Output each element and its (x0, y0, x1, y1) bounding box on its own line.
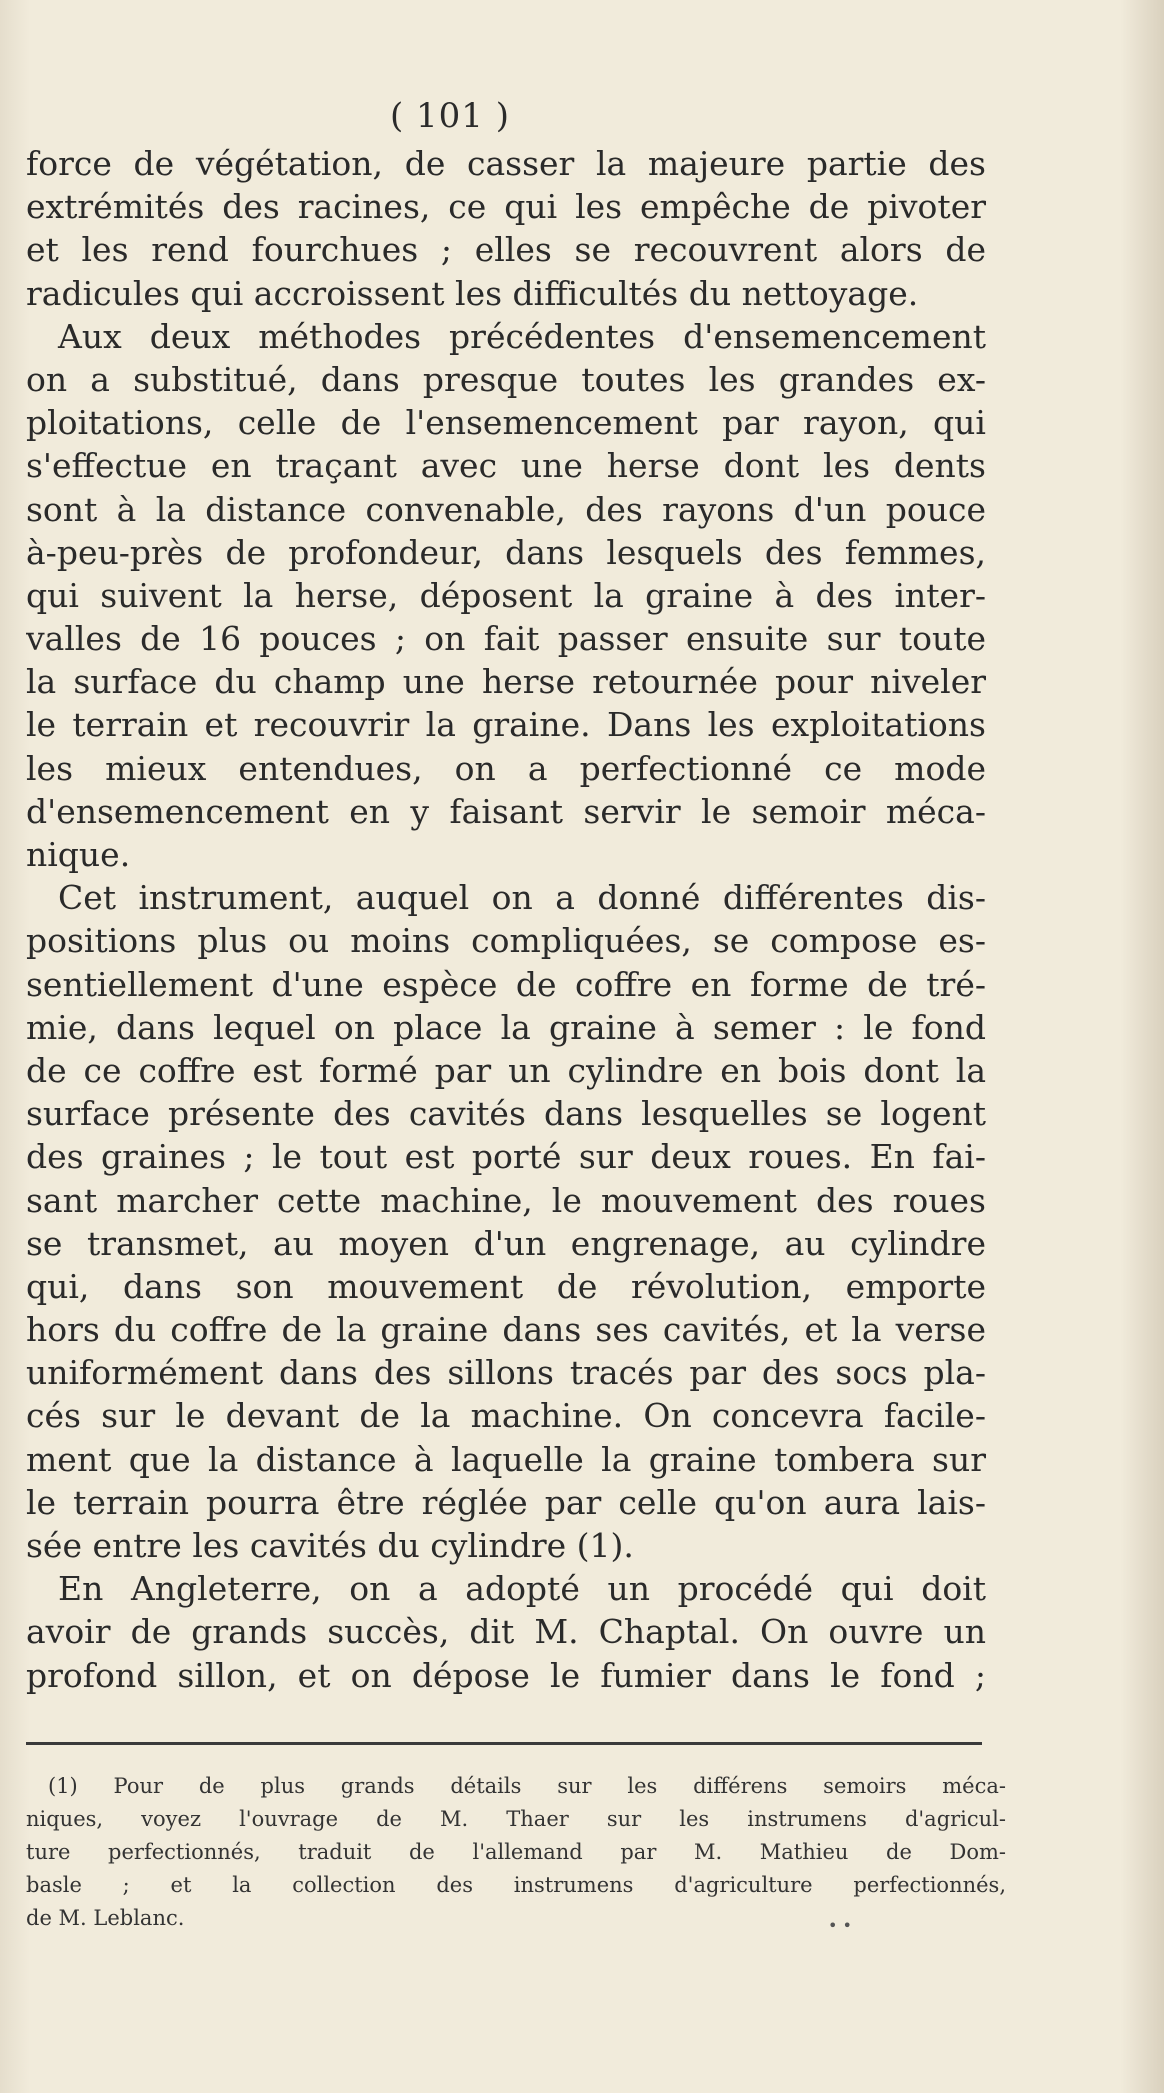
footnote-line: niques, voyez l'ouvrage de M. Thaer sur les instrumens d'agricul- (26, 1807, 1006, 1831)
text-line: force de végétation, de casser la majeure partie des (26, 144, 986, 183)
text-line: uniformément dans des sillons tracés par des socs pla- (26, 1353, 986, 1393)
footnote-line: (1) Pour de plus grands détails sur les différens semoirs méca- (48, 1774, 1006, 1798)
text-line: qui, dans son mouvement de révolution, emporte (26, 1266, 986, 1306)
text-line: nique. (26, 835, 131, 874)
signature-mark: • • (828, 1916, 852, 1935)
text-line: les mieux entendues, on a perfectionné ce mode (26, 748, 986, 788)
footnote (26, 1770, 1006, 1935)
text-line: de ce coffre est formé par un cylindre en bois dont la (26, 1050, 986, 1090)
footnote-line: de M. Leblanc. (26, 1906, 185, 1930)
text-line: surface présente des cavités dans lesquelles se logent (26, 1094, 986, 1134)
text-line: positions plus ou moins compliquées, se compose es- (26, 921, 986, 961)
text-line: s'effectue en traçant avec une herse dont les dents (26, 446, 986, 486)
footnote-divider (26, 1742, 982, 1745)
text-line: à-peu-près de profondeur, dans lesquels des femmes, (26, 532, 986, 572)
text-line: valles de 16 pouces ; on fait passer ensuite sur toute (26, 619, 986, 659)
text-line: on a substitué, dans presque toutes les grandes ex- (26, 359, 986, 399)
text-line: sont à la distance convenable, des rayons d'un pouce (26, 489, 986, 529)
text-line: sée entre les cavités du cylindre (1). (26, 1526, 634, 1565)
text-line: des graines ; le tout est porté sur deux roues. En fai- (26, 1137, 986, 1177)
text-line: mie, dans lequel on place la graine à semer : le fond (26, 1007, 986, 1047)
text-line: cés sur le devant de la machine. On concevra facile- (26, 1396, 986, 1436)
text-line: profond sillon, et on dépose le fumier dans le fond ; (26, 1655, 986, 1695)
text-line: extrémités des racines, ce qui les empêche de pivoter (26, 187, 986, 227)
text-line: radicules qui accroissent les difficultés du nettoyage. (26, 273, 919, 313)
text-line: sant marcher cette machine, le mouvement des roues (26, 1180, 986, 1220)
footnote-line: ture perfectionnés, traduit de l'allemand par M. Mathieu de Dom- (26, 1840, 1006, 1864)
text-line: avoir de grands succès, dit M. Chaptal. On ouvre un (26, 1612, 986, 1652)
text-line: et les rend fourchues ; elles se recouvrent alors de (26, 230, 986, 270)
text-line: le terrain pourra être réglée par celle qu'on aura lais- (26, 1482, 986, 1522)
footnote-line: basle ; et la collection des instrumens d'agriculture perfectionnés, (26, 1873, 1006, 1897)
text-line: En Angleterre, on a adopté un procédé qui doit (58, 1569, 986, 1609)
text-line: Aux deux méthodes précédentes d'ensemencement (58, 316, 986, 356)
text-line: se transmet, au moyen d'un engrenage, au cylindre (26, 1223, 986, 1263)
page-number: ( 101 ) (389, 96, 511, 136)
text-line: ment que la distance à laquelle la graine tombera sur (26, 1439, 986, 1479)
text-line: la surface du champ une herse retournée pour niveler (26, 662, 986, 702)
text-line: Cet instrument, auquel on a donné différentes dis- (58, 878, 986, 918)
text-line: qui suivent la herse, déposent la graine à des inter- (26, 575, 986, 615)
text-line: ploitations, celle de l'ensemencement par rayon, qui (26, 403, 986, 443)
body-text (26, 142, 986, 1697)
text-line: le terrain et recouvrir la graine. Dans les exploitations (26, 705, 986, 745)
text-line: hors du coffre de la graine dans ses cavités, et la verse (26, 1310, 986, 1350)
text-line: sentiellement d'une espèce de coffre en forme de tré- (26, 964, 986, 1004)
text-line: d'ensemencement en y faisant servir le semoir méca- (26, 791, 986, 831)
